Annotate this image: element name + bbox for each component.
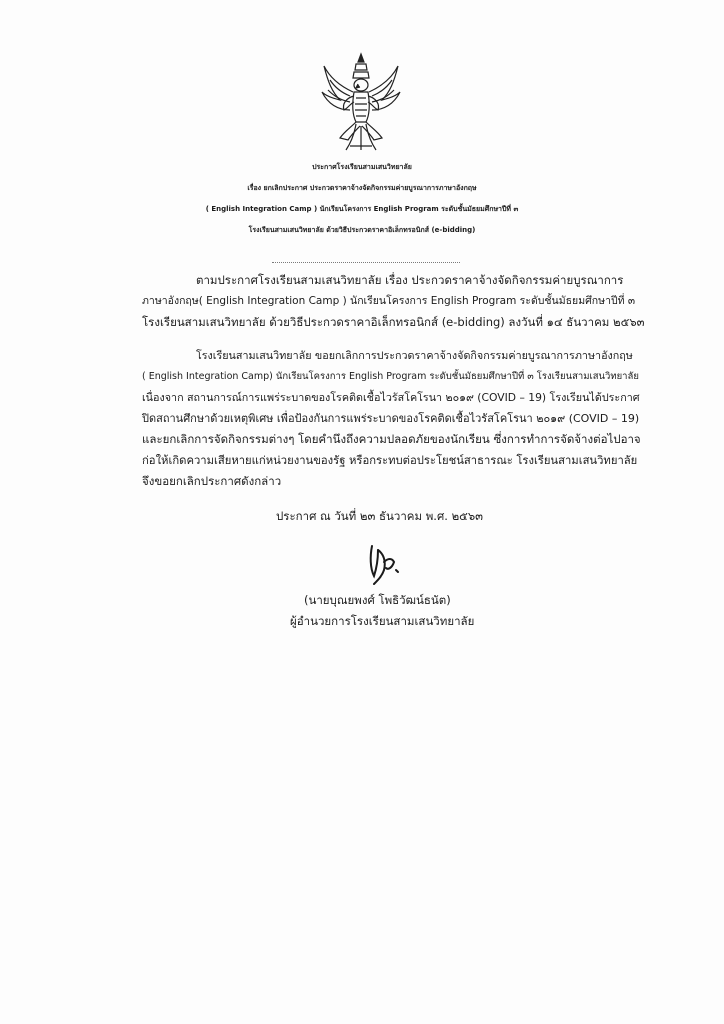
signer-name: (นายบุณยพงศ์ โพธิวัฒน์ธนัต) [304, 593, 451, 607]
handwritten-signature-icon [362, 540, 406, 588]
paragraph2-line7: จึงขอยกเลิกประกาศดังกล่าว [142, 474, 282, 488]
paragraph1-line1: ตามประกาศโรงเรียนสามเสนวิทยาลัย เรื่อง ประกวดราคาจ้างจัดกิจกรรมค่ายบูรณาการ [196, 273, 624, 287]
paragraph2-line5: และยกเลิกการจัดกิจกรรมต่างๆ โดยคำนึงถึงความปลอดภัยของนักเรียน ซึ่งการทำการจัดจ้างต่อไปอาจ [142, 432, 641, 446]
paragraph2-line3: เนื่องจาก สถานการณ์การแพร่ระบาดของโรคติดเชื้อไวรัสโคโรนา ๒๐๑๙ (COVID – 19) โรงเรียนได้ประกาศ [142, 391, 640, 404]
paragraph1-line2: ภาษาอังกฤษ( English Integration Camp ) นักเรียนโครงการ English Program ระดับชั้นมัธยมศึกษาปีที่ ๓ [142, 295, 636, 307]
paragraph2-line4: ปิดสถานศึกษาด้วยเหตุพิเศษ เพื่อป้องกันการแพร่ระบาดของโรคติดเชื้อไวรัสโคโรนา ๒๐๑๙ (COVID – 19) [142, 412, 640, 425]
announcement-date: ประกาศ ณ วันที่ ๒๓ ธันวาคม พ.ศ. ๒๕๖๓ [276, 509, 484, 523]
paragraph2-line1: โรงเรียนสามเสนวิทยาลัย ขอยกเลิกการประกวดราคาจ้างจัดกิจกรรมค่ายบูรณาการภาษาอังกฤษ [196, 349, 633, 362]
announcement-subject-line3: โรงเรียนสามเสนวิทยาลัย ด้วยวิธีประกวดราคาอิเล็กทรอนิกส์ (e-bidding) [248, 226, 476, 234]
signer-title: ผู้อำนวยการโรงเรียนสามเสนวิทยาลัย [290, 614, 475, 628]
paragraph2-line2: ( English Integration Camp) นักเรียนโครงการ English Program ระดับชั้นมัธยมศึกษาปีที่ ๓ โรงเรียนสามเสนวิทยาลัย [142, 371, 639, 382]
announcement-subject: เรื่อง ยกเลิกประกาศ ประกวดราคาจ้างจัดกิจกรรมค่ายบูรณาการภาษาอังกฤษ [247, 184, 477, 192]
separator-line [272, 262, 460, 263]
announcement-subject-line2: ( English Integration Camp ) นักเรียนโครงการ English Program ระดับชั้นมัธยมศึกษาปีที่ ๓ [205, 205, 519, 213]
announcement-title: ประกาศโรงเรียนสามเสนวิทยาลัย [312, 163, 412, 171]
paragraph2-line6: ก่อให้เกิดความเสียหายแก่หน่วยงานของรัฐ หรือกระทบต่อประโยชน์สาธารณะ โรงเรียนสามเสนวิทยาลัย [142, 454, 638, 467]
garuda-emblem-icon [320, 52, 402, 152]
paragraph1-line3: โรงเรียนสามเสนวิทยาลัย ด้วยวิธีประกวดราคาอิเล็กทรอนิกส์ (e-bidding) ลงวันที่ ๑๔ ธันวาคม ๒๕๖๓ [142, 315, 645, 329]
